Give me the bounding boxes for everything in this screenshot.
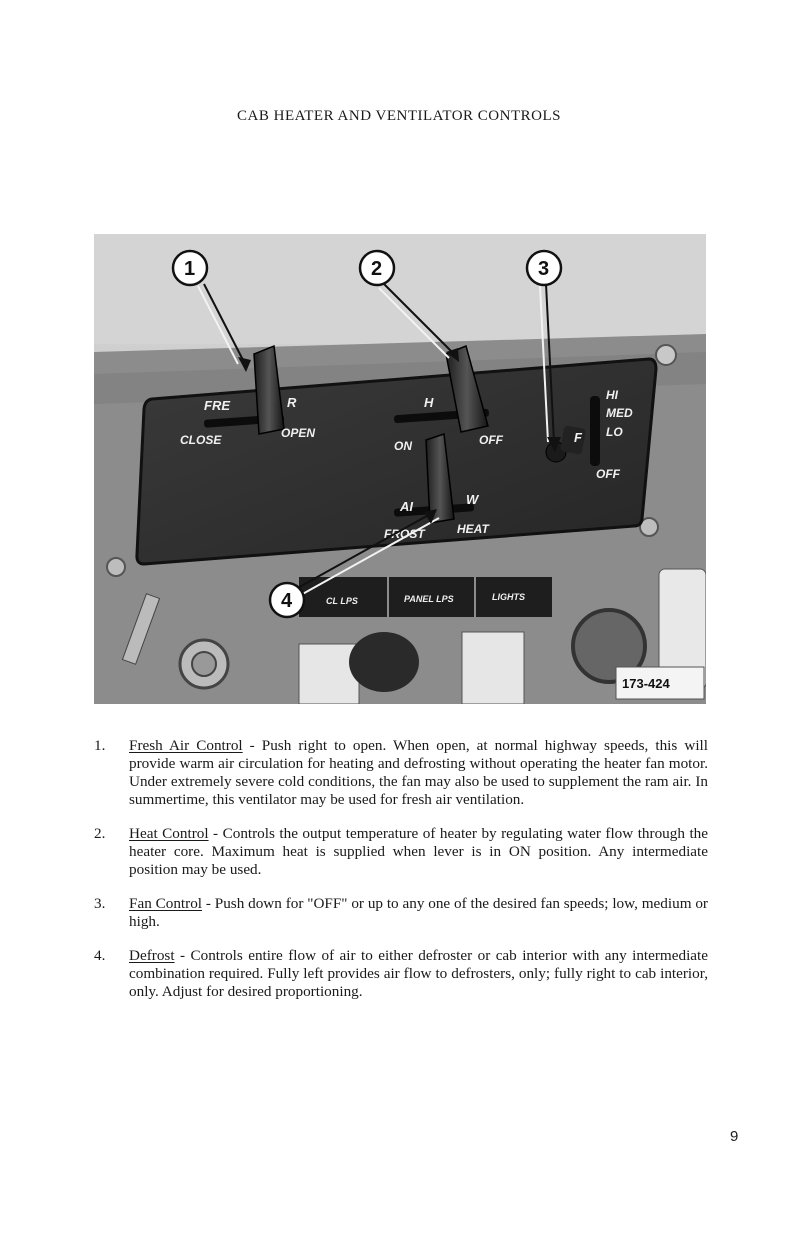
label-open: OPEN xyxy=(281,426,316,440)
list-item xyxy=(94,737,708,809)
label-on: ON xyxy=(394,439,412,453)
item-heading: Fan Control xyxy=(129,895,203,912)
list-item xyxy=(94,947,708,1001)
label-panel-lps: PANEL LPS xyxy=(404,594,454,604)
knob[interactable] xyxy=(349,632,419,692)
label-defrost: FROST xyxy=(384,527,425,541)
screw-icon xyxy=(107,558,125,576)
fan-lever[interactable] xyxy=(560,425,586,454)
controls-photo xyxy=(94,234,706,704)
list-item xyxy=(94,895,708,931)
label-fan-off: OFF xyxy=(596,467,620,481)
label-lo: LO xyxy=(606,425,623,439)
list-item xyxy=(94,825,708,879)
item-heading: Heat Control xyxy=(129,825,209,842)
key-icon xyxy=(192,652,216,676)
toggle-switch[interactable] xyxy=(299,644,359,704)
callout-1-number: 1 xyxy=(184,258,196,280)
label-fresh-r: R xyxy=(287,395,297,410)
label-hi: HI xyxy=(606,388,618,402)
label-w: W xyxy=(466,492,479,507)
control-descriptions xyxy=(94,737,708,1017)
item-heading: Defrost xyxy=(129,947,175,964)
page-number: 9 xyxy=(730,1128,739,1145)
item-text: - Controls entire flow of air to either defroster or cab interior with any intermediate combination required. Fully left provides air flow to defrosters, only; fully right to cab interior, only. Adjust for desired proportioning. xyxy=(129,947,708,1000)
label-lights: LIGHTS xyxy=(492,592,525,602)
label-heat: HEAT xyxy=(457,522,489,536)
screw-icon xyxy=(656,345,676,365)
label-close: CLOSE xyxy=(180,433,222,447)
item-heading: Fresh Air Control xyxy=(129,737,243,754)
item-number: 4. xyxy=(94,947,106,964)
label-fresh: FRE xyxy=(204,398,230,413)
label-med: MED xyxy=(606,406,633,420)
label-heat-off: OFF xyxy=(479,433,503,447)
item-number: 2. xyxy=(94,825,106,842)
callout-4-number: 4 xyxy=(281,590,293,612)
item-text: - Push down for "OFF" or up to any one of the desired fan speeds; low, medium or high. xyxy=(129,895,708,930)
toggle-switch[interactable] xyxy=(462,632,524,704)
label-cl-lps: CL LPS xyxy=(326,596,358,606)
page-title: CAB HEATER AND VENTILATOR CONTROLS xyxy=(237,108,561,124)
label-air: AI xyxy=(400,499,413,514)
callout-2-number: 2 xyxy=(371,258,383,280)
item-text: - Push right to open. When open, at normal highway speeds, this will provide warm air circulation for heating and defrosting without operating the heater fan motor. Under extremely severe cold conditions, the fan may also be used to supplement the ram air. In summertime, this ventilator may be used for fresh air ventilation. xyxy=(129,737,708,808)
item-text: - Controls the output temperature of heater by regulating water flow through the heater core. Maximum heat is supplied when lever is in ON position. Any intermediate position may be used. xyxy=(129,825,708,878)
item-number: 3. xyxy=(94,895,106,912)
fan-slot xyxy=(590,396,600,466)
figure-id: 173-424 xyxy=(622,676,670,691)
callout-3-number: 3 xyxy=(538,258,550,280)
item-number: 1. xyxy=(94,737,106,754)
label-fan-f: F xyxy=(574,430,582,445)
label-heat-h: H xyxy=(424,395,434,410)
